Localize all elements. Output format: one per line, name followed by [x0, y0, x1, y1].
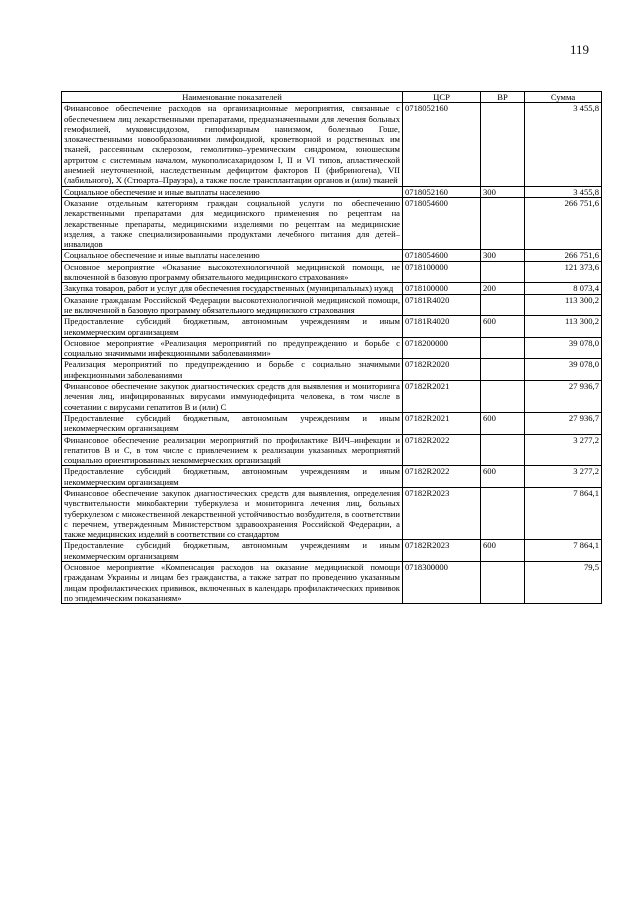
table-row — [62, 359, 602, 381]
cell-vr — [481, 487, 525, 539]
table-row — [62, 197, 602, 249]
cell-sum: 266 751,6 — [525, 250, 602, 261]
cell-csr: 07182R2022 — [403, 434, 481, 466]
cell-vr — [481, 434, 525, 466]
cell-name: Социальное обеспечение и иные выплаты населению — [62, 250, 403, 261]
cell-name: Предоставление субсидий бюджетным, автономным учреждениям и иным некоммерческим организациям — [62, 466, 403, 488]
table-row — [62, 466, 602, 488]
cell-vr — [481, 103, 525, 186]
cell-csr: 07181R4020 — [403, 316, 481, 338]
cell-csr: 07182R2020 — [403, 359, 481, 381]
cell-name: Закупка товаров, работ и услуг для обеспечения государственных (муниципальных) нужд — [62, 283, 403, 294]
table-row — [62, 337, 602, 359]
cell-name: Финансовое обеспечение закупок диагностических средств для выявления, определения чувствительности микобактерии туберкулеза и мониторинга лечения лиц, больных туберкулезом с множественной лекарственной устойчивостью возбудителя, в соответствии с перечнем, утвержденным Министерством здравоохранения Российской Федерации, а также медицинских изделий в соответствии со стандартом — [62, 487, 403, 539]
cell-sum: 7 864,1 — [525, 487, 602, 539]
cell-vr — [481, 261, 525, 283]
cell-vr: 600 — [481, 540, 525, 562]
table-body — [62, 103, 602, 604]
table-row — [62, 487, 602, 539]
budget-table — [61, 91, 602, 604]
cell-vr — [481, 562, 525, 604]
table-header — [62, 92, 602, 103]
cell-sum: 27 936,7 — [525, 412, 602, 434]
cell-csr: 07182R2023 — [403, 540, 481, 562]
cell-name: Предоставление субсидий бюджетным, автономным учреждениям и иным некоммерческим организациям — [62, 412, 403, 434]
cell-vr: 300 — [481, 186, 525, 197]
table-row — [62, 540, 602, 562]
cell-sum: 79,5 — [525, 562, 602, 604]
cell-name: Предоставление субсидий бюджетным, автономным учреждениям и иным некоммерческим организациям — [62, 316, 403, 338]
cell-vr: 600 — [481, 412, 525, 434]
cell-sum: 3 455,8 — [525, 186, 602, 197]
column-header-name: Наименование показателей — [62, 92, 403, 103]
cell-name: Оказание отдельным категориям граждан социальной услуги по обеспечению лекарственными препаратами для медицинского применения по рецептам на лекарственные препараты, медицинскими изделиями по рецептам на медицинские изделия, а также специализированными продуктами лечебного питания для детей–инвалидов — [62, 197, 403, 249]
cell-csr: 0718100000 — [403, 283, 481, 294]
cell-csr: 0718300000 — [403, 562, 481, 604]
table-row — [62, 103, 602, 186]
cell-csr: 0718052160 — [403, 186, 481, 197]
cell-csr: 07182R2021 — [403, 412, 481, 434]
cell-sum: 7 864,1 — [525, 540, 602, 562]
cell-csr: 0718052160 — [403, 103, 481, 186]
table-row — [62, 316, 602, 338]
cell-csr: 07182R2022 — [403, 466, 481, 488]
cell-name: Социальное обеспечение и иные выплаты населению — [62, 186, 403, 197]
cell-csr: 0718054600 — [403, 197, 481, 249]
cell-sum: 113 300,2 — [525, 294, 602, 316]
cell-sum: 8 073,4 — [525, 283, 602, 294]
table-row — [62, 412, 602, 434]
cell-sum: 39 078,0 — [525, 337, 602, 359]
table-row — [62, 381, 602, 413]
cell-vr: 300 — [481, 250, 525, 261]
cell-name: Основное мероприятие «Компенсация расходов на оказание медицинской помощи гражданам Украины и лицам без гражданства, а также затрат по проведению указанным лицам профилактических прививок, включенных в календарь профилактических прививок по эпидемическим показаниям» — [62, 562, 403, 604]
cell-sum: 27 936,7 — [525, 381, 602, 413]
column-header-sum: Сумма — [525, 92, 602, 103]
page-number: 119 — [570, 42, 590, 57]
table-row — [62, 261, 602, 283]
table-row — [62, 434, 602, 466]
cell-csr: 07182R2023 — [403, 487, 481, 539]
cell-vr — [481, 294, 525, 316]
cell-vr: 200 — [481, 283, 525, 294]
cell-sum: 39 078,0 — [525, 359, 602, 381]
cell-vr — [481, 197, 525, 249]
column-header-vr: ВР — [481, 92, 525, 103]
cell-sum: 3 277,2 — [525, 466, 602, 488]
cell-sum: 266 751,6 — [525, 197, 602, 249]
cell-name: Финансовое обеспечение реализации мероприятий по профилактике ВИЧ–инфекции и гепатитов B и C, в том числе с привлечением к реализации указанных мероприятий социально ориентированных некоммерческих организаций — [62, 434, 403, 466]
cell-csr: 0718054600 — [403, 250, 481, 261]
cell-sum: 113 300,2 — [525, 316, 602, 338]
table-row — [62, 186, 602, 197]
cell-csr: 07181R4020 — [403, 294, 481, 316]
cell-name: Оказание гражданам Российской Федерации высокотехнологичной медицинской помощи, не включенной в базовую программу обязательного медицинского страхования — [62, 294, 403, 316]
column-header-csr: ЦСР — [403, 92, 481, 103]
cell-sum: 3 277,2 — [525, 434, 602, 466]
cell-csr: 07182R2021 — [403, 381, 481, 413]
cell-csr: 0718200000 — [403, 337, 481, 359]
cell-vr: 600 — [481, 316, 525, 338]
table-row — [62, 562, 602, 604]
cell-vr — [481, 337, 525, 359]
cell-sum: 3 455,8 — [525, 103, 602, 186]
cell-vr — [481, 359, 525, 381]
table-row — [62, 283, 602, 294]
header-row — [62, 92, 602, 103]
cell-vr — [481, 381, 525, 413]
cell-csr: 0718100000 — [403, 261, 481, 283]
cell-name: Финансовое обеспечение закупок диагностических средств для выявления и мониторинга лечения лиц, инфицированных вирусами иммунодефицита человека, в том числе в сочетании с вирусами гепатитов B и (или) C — [62, 381, 403, 413]
table-row — [62, 250, 602, 261]
cell-name: Основное мероприятие «Реализация мероприятий по предупреждению и борьбе с социально значимыми инфекционными заболеваниями» — [62, 337, 403, 359]
table-row — [62, 294, 602, 316]
cell-name: Финансовое обеспечение расходов на организационные мероприятия, связанные с обеспечением лиц лекарственными препаратами, предназначенными для лечения больных гемофилией, муковисцидозом, гипофизарным нанизмом, болезнью Гоше, злокачественными новообразованиями лимфоидной, кроветворной и родственных им тканей, рассеянным склерозом, гемолитико–уремическим синдромом, юношеским артритом с системным началом, мукополисахаридозом I, II и VI типов, апластической анемией неуточненной, наследственным дефицитом факторов II (фибриногена), VII (лабильного), X (Стюарта–Прауэра), а также после трансплантации органов и (или) тканей — [62, 103, 403, 186]
cell-sum: 121 373,6 — [525, 261, 602, 283]
cell-name: Предоставление субсидий бюджетным, автономным учреждениям и иным некоммерческим организациям — [62, 540, 403, 562]
cell-vr: 600 — [481, 466, 525, 488]
cell-name: Основное мероприятие «Оказание высокотехнологичной медицинской помощи, не включенной в базовую программу обязательного медицинского страхования» — [62, 261, 403, 283]
cell-name: Реализация мероприятий по предупреждению и борьбе с социально значимыми инфекционными заболеваниями — [62, 359, 403, 381]
